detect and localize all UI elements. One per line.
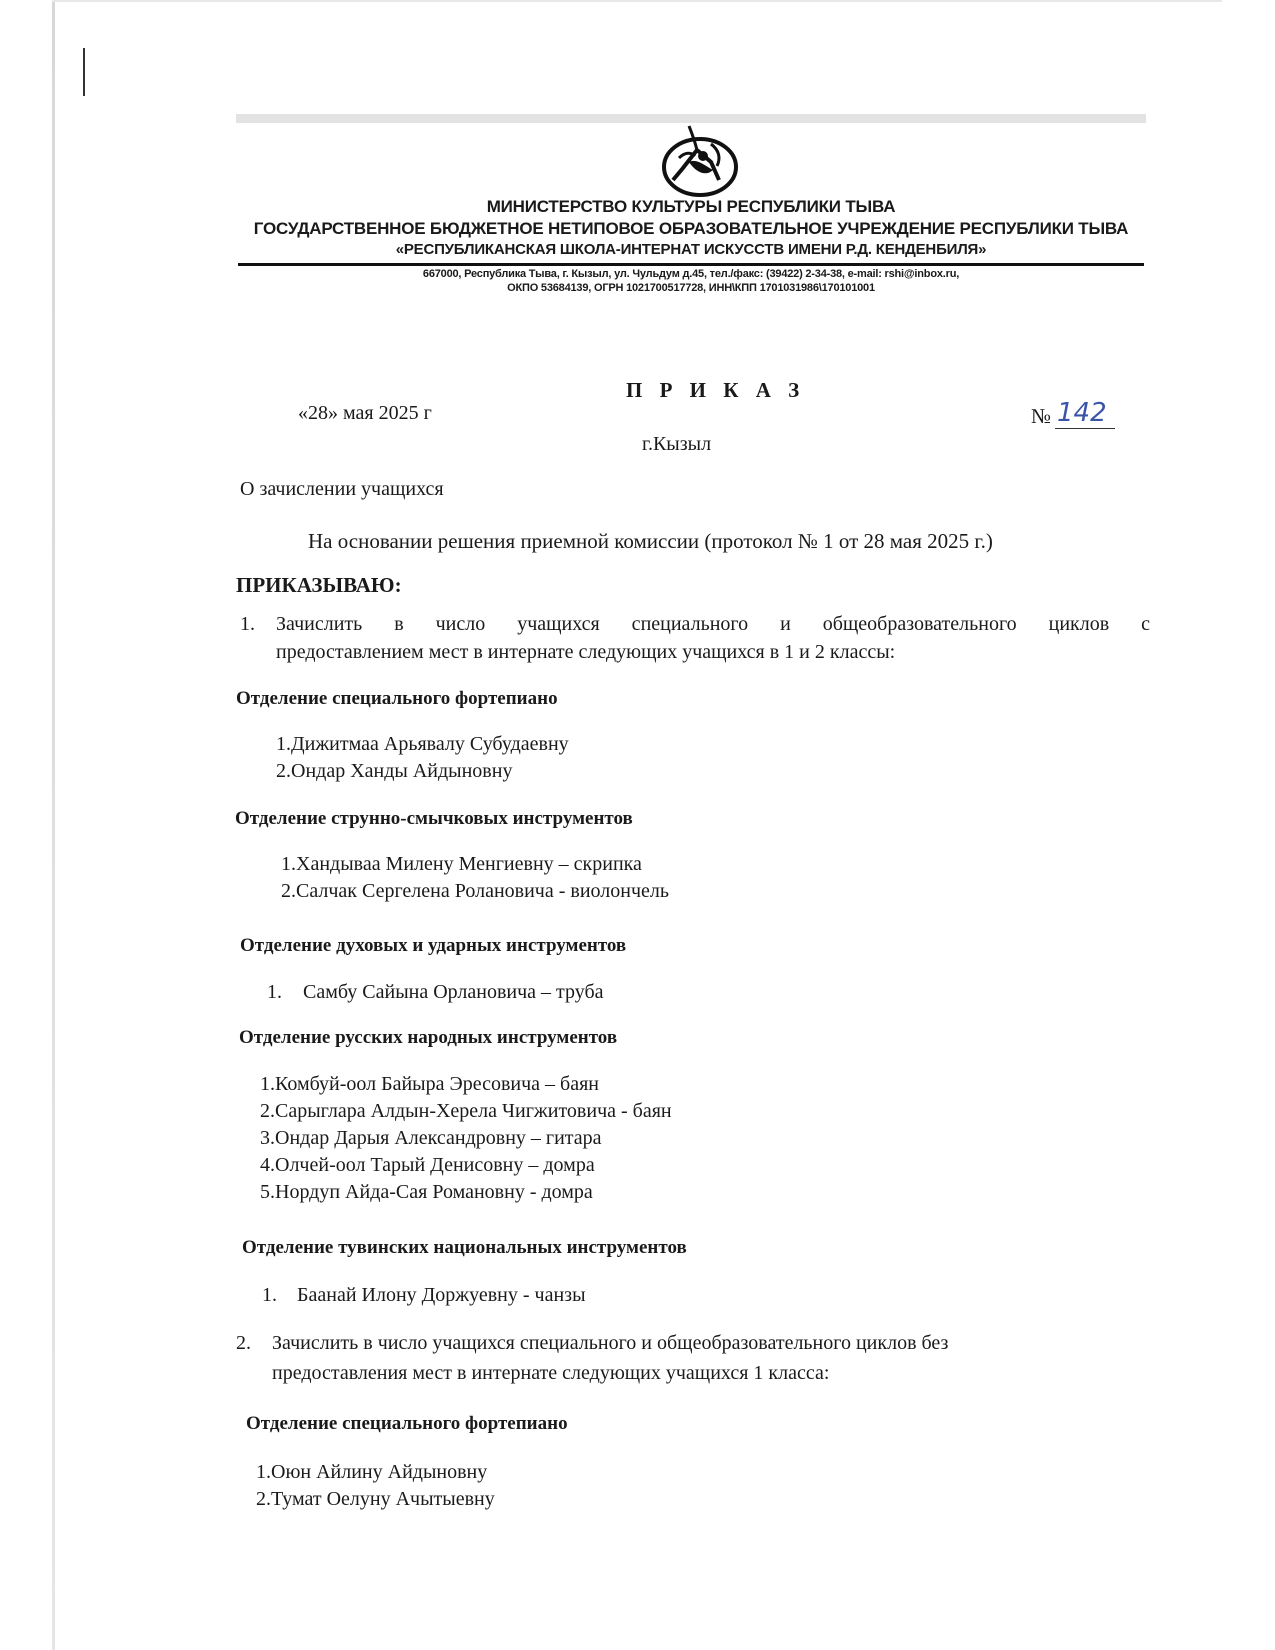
student-item: 3.Ондар Дарыя Александровну – гитара	[260, 1127, 602, 1149]
scan-mark	[83, 48, 85, 96]
student-item: Самбу Сайына Орлановича – труба	[303, 981, 604, 1003]
order-number-underline	[1055, 428, 1115, 429]
department-title: Отделение русских народных инструментов	[239, 1027, 618, 1048]
paragraph-text: предоставления мест в интернате следующих учащихся 1 класса:	[272, 1362, 830, 1384]
student-item: 5.Нордуп Айда-Сая Романовну - домра	[260, 1181, 593, 1203]
document-title: П Р И К А З	[626, 378, 806, 402]
department-title: Отделение струнно-смычковых инструментов	[235, 808, 633, 829]
student-item: 1.Комбуй-оол Байыра Эресовича – баян	[260, 1073, 599, 1095]
ministry-title: МИНИСТЕРСТВО КУЛЬТУРЫ РЕСПУБЛИКИ ТЫВА	[486, 197, 896, 216]
paragraph-text: предоставлением мест в интернате следующих учащихся в 1 и 2 классы:	[276, 641, 896, 663]
paragraph-text: Зачислить в число учащихся специального и общеобразовательного циклов без	[272, 1332, 949, 1354]
order-basis: На основании решения приемной комиссии (протокол № 1 от 28 мая 2025 г.)	[308, 529, 993, 553]
order-date: «28» мая 2025 г	[298, 402, 432, 424]
student-item: 1.Хандываа Милену Менгиевну – скрипка	[281, 853, 642, 875]
student-item: 2.Ондар Ханды Айдыновну	[276, 760, 513, 782]
department-title: Отделение духовых и ударных инструментов	[240, 935, 627, 956]
school-logo-icon	[659, 122, 741, 200]
student-item: 1.Дижитмаа Арьявалу Субудаевну	[276, 733, 569, 755]
order-directive: ПРИКАЗЫВАЮ:	[236, 573, 402, 597]
student-item: 1.Оюн Айлину Айдыновну	[256, 1461, 488, 1483]
scan-edge-top	[52, 0, 1222, 2]
paragraph-text: Зачислить в число учащихся специального и общеобразовательного циклов с	[276, 613, 1150, 635]
department-title: Отделение специального фортепиано	[236, 688, 558, 709]
order-subject: О зачислении учащихся	[240, 478, 444, 500]
institution-codes: ОКПО 53684139, ОГРН 1021700517728, ИНН\КПП 1701031986\170101001	[507, 282, 875, 294]
student-item: 2.Салчак Сергелена Ролановича - виолончель	[281, 880, 670, 902]
student-item-number: 1.	[262, 1284, 277, 1306]
order-number-handwritten: 142	[1057, 398, 1107, 428]
institution-address: 667000, Республика Тыва, г. Кызыл, ул. Чульдум д.45, тел./факс: (39422) 2-34-38, e-mail: rshi@inbox.ru,	[422, 268, 960, 280]
student-item: 2.Тумат Оелуну Ачытыевну	[256, 1488, 495, 1510]
order-number-label: №	[1031, 404, 1052, 428]
student-item: 4.Олчей-оол Тарый Денисовну – домра	[260, 1154, 595, 1176]
header-rule	[238, 263, 1144, 266]
paragraph-number: 2.	[236, 1332, 251, 1354]
institution-name: «РЕСПУБЛИКАНСКАЯ ШКОЛА-ИНТЕРНАТ ИСКУССТВ ИМЕНИ Р.Д. КЕНДЕНБИЛЯ»	[395, 241, 987, 258]
student-item: 2.Сарыглара Алдын-Херела Чигжитовича - баян	[260, 1100, 672, 1122]
student-item: Баанай Илону Доржуевну - чанзы	[297, 1284, 586, 1306]
order-city: г.Кызыл	[642, 433, 712, 455]
department-title: Отделение тувинских национальных инструментов	[242, 1237, 687, 1258]
paragraph-number: 1.	[240, 613, 255, 635]
student-item-number: 1.	[267, 981, 282, 1003]
institution-type: ГОСУДАРСТВЕННОЕ БЮДЖЕТНОЕ НЕТИПОВОЕ ОБРАЗОВАТЕЛЬНОЕ УЧРЕЖДЕНИЕ РЕСПУБЛИКИ ТЫВА	[253, 219, 1129, 238]
scan-edge	[52, 0, 55, 1650]
department-title: Отделение специального фортепиано	[246, 1413, 568, 1434]
